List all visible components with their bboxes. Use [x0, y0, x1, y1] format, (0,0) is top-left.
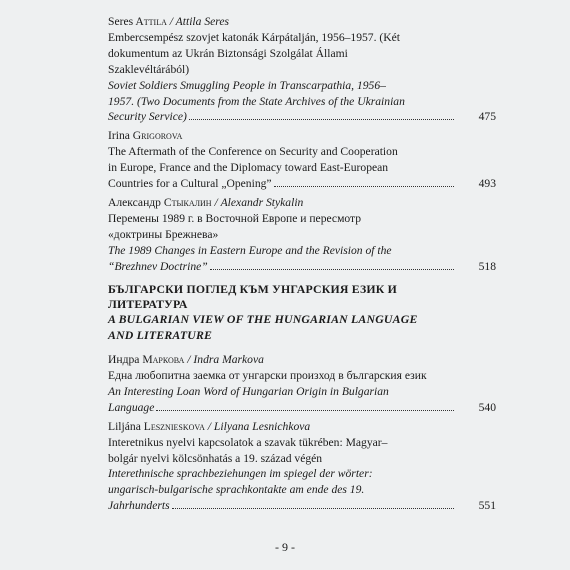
entry-title-line: in Europe, France and the Diplomacy toward East-European [108, 161, 389, 175]
entry-page-number: 493 [478, 177, 496, 191]
entry-author [108, 352, 458, 368]
entry-page-number: 540 [478, 400, 496, 414]
dot-leader [172, 499, 454, 509]
entry-author [108, 195, 458, 211]
author-alt-name: / Lilyana Lesnichkova [204, 419, 311, 433]
author-last-name: Стыкалин [160, 195, 212, 209]
entry-title-line: Interetnikus nyelvi kapcsolatok a szavak tükrében: Magyar– [108, 435, 388, 449]
entry-last-text: Language [108, 400, 155, 414]
dot-leader [156, 401, 454, 411]
entry-last-text: Security Service) [108, 110, 187, 124]
section-title-en-2: AND LITERATURE [108, 327, 213, 342]
entry-author [108, 419, 458, 435]
entry-last-line [108, 109, 496, 125]
entry-author [108, 128, 458, 144]
section-heading [108, 282, 458, 344]
table-of-contents [108, 14, 496, 517]
toc-entry [108, 128, 496, 192]
entry-last-text: Countries for a Cultural „Opening” [108, 177, 272, 191]
entry-title-line: «доктрины Брежнева» [108, 227, 219, 241]
entry-translation-line: ungarisch-bulgarische sprachkontakte am ende des 19. [108, 483, 365, 497]
author-last-name: Маркова [139, 353, 185, 367]
author-alt-name: / Attila Seres [166, 15, 230, 28]
entry-page-number: 475 [478, 110, 496, 124]
entry-title-line: dokumentum az Ukrán Biztonsági Szolgálat Állami [108, 46, 348, 60]
entry-page-number: 551 [478, 499, 496, 513]
author-first-name: Индра [108, 353, 140, 367]
toc-entry [108, 352, 496, 416]
author-first-name: Irina [108, 129, 130, 143]
entry-last-line [108, 400, 496, 416]
dot-leader [189, 110, 454, 120]
entry-page-number: 518 [478, 259, 496, 273]
dot-leader [210, 260, 454, 270]
entry-title-line: Перемены 1989 г. в Восточной Европе и пересмотр [108, 211, 362, 225]
author-first-name: Александр [108, 195, 161, 209]
entry-last-line [108, 498, 496, 514]
entry-title-line: bolgár nyelvi kölcsönhatás a 19. század végén [108, 451, 323, 465]
section-title-bg-1: БЪЛГАРСКИ ПОГЛЕД КЪМ УНГАРСКИЯ ЕЗИК И [108, 281, 398, 296]
author-alt-name: / Indra Markova [184, 353, 264, 367]
toc-entry [108, 195, 496, 275]
entry-translation-line: Soviet Soldiers Smuggling People in Transcarpathia, 1956– [108, 78, 386, 92]
entry-title-line: Една любопитна заемка от унгарски произход в българския език [108, 369, 427, 383]
entry-last-text: “Brezhnev Doctrine” [108, 259, 208, 273]
entry-title-line: The Aftermath of the Conference on Security and Cooperation [108, 145, 398, 159]
entry-last-text: Jahrhunderts [108, 499, 170, 513]
author-last-name: Lesznieskova [140, 419, 205, 433]
entry-last-line [108, 176, 496, 192]
entry-author [108, 14, 458, 30]
page-number-footer: - 9 - [275, 540, 295, 554]
entry-last-line [108, 259, 496, 275]
author-alt-name: / Alexandr Stykalin [211, 195, 304, 209]
author-last-name: Attila [133, 15, 167, 28]
author-first-name: Seres [108, 15, 134, 28]
toc-entries-top [108, 14, 496, 275]
author-last-name: Grigorova [129, 129, 183, 143]
toc-entry [108, 419, 496, 514]
toc-entry [108, 14, 496, 125]
author-first-name: Liljána [108, 419, 141, 433]
entry-translation-line: An Interesting Loan Word of Hungarian Origin in Bulgarian [108, 384, 389, 398]
section-title-bg-2: ЛИТЕРАТУРА [108, 296, 188, 311]
toc-entries-bottom [108, 352, 496, 514]
entry-translation-line: 1957. (Two Documents from the State Archives of the Ukrainian [108, 94, 405, 108]
entry-translation-line: The 1989 Changes in Eastern Europe and the Revision of the [108, 243, 392, 257]
entry-title-line: Embercsempész szovjet katonák Kárpátalján, 1956–1957. (Két [108, 30, 401, 44]
entry-translation-line: Interethnische sprachbeziehungen im spiegel der wörter: [108, 467, 373, 481]
entry-title-line: Szaklevéltárából) [108, 62, 190, 76]
section-title-en-1: A BULGARIAN VIEW OF THE HUNGARIAN LANGUAGE [108, 312, 418, 327]
dot-leader [274, 177, 454, 187]
